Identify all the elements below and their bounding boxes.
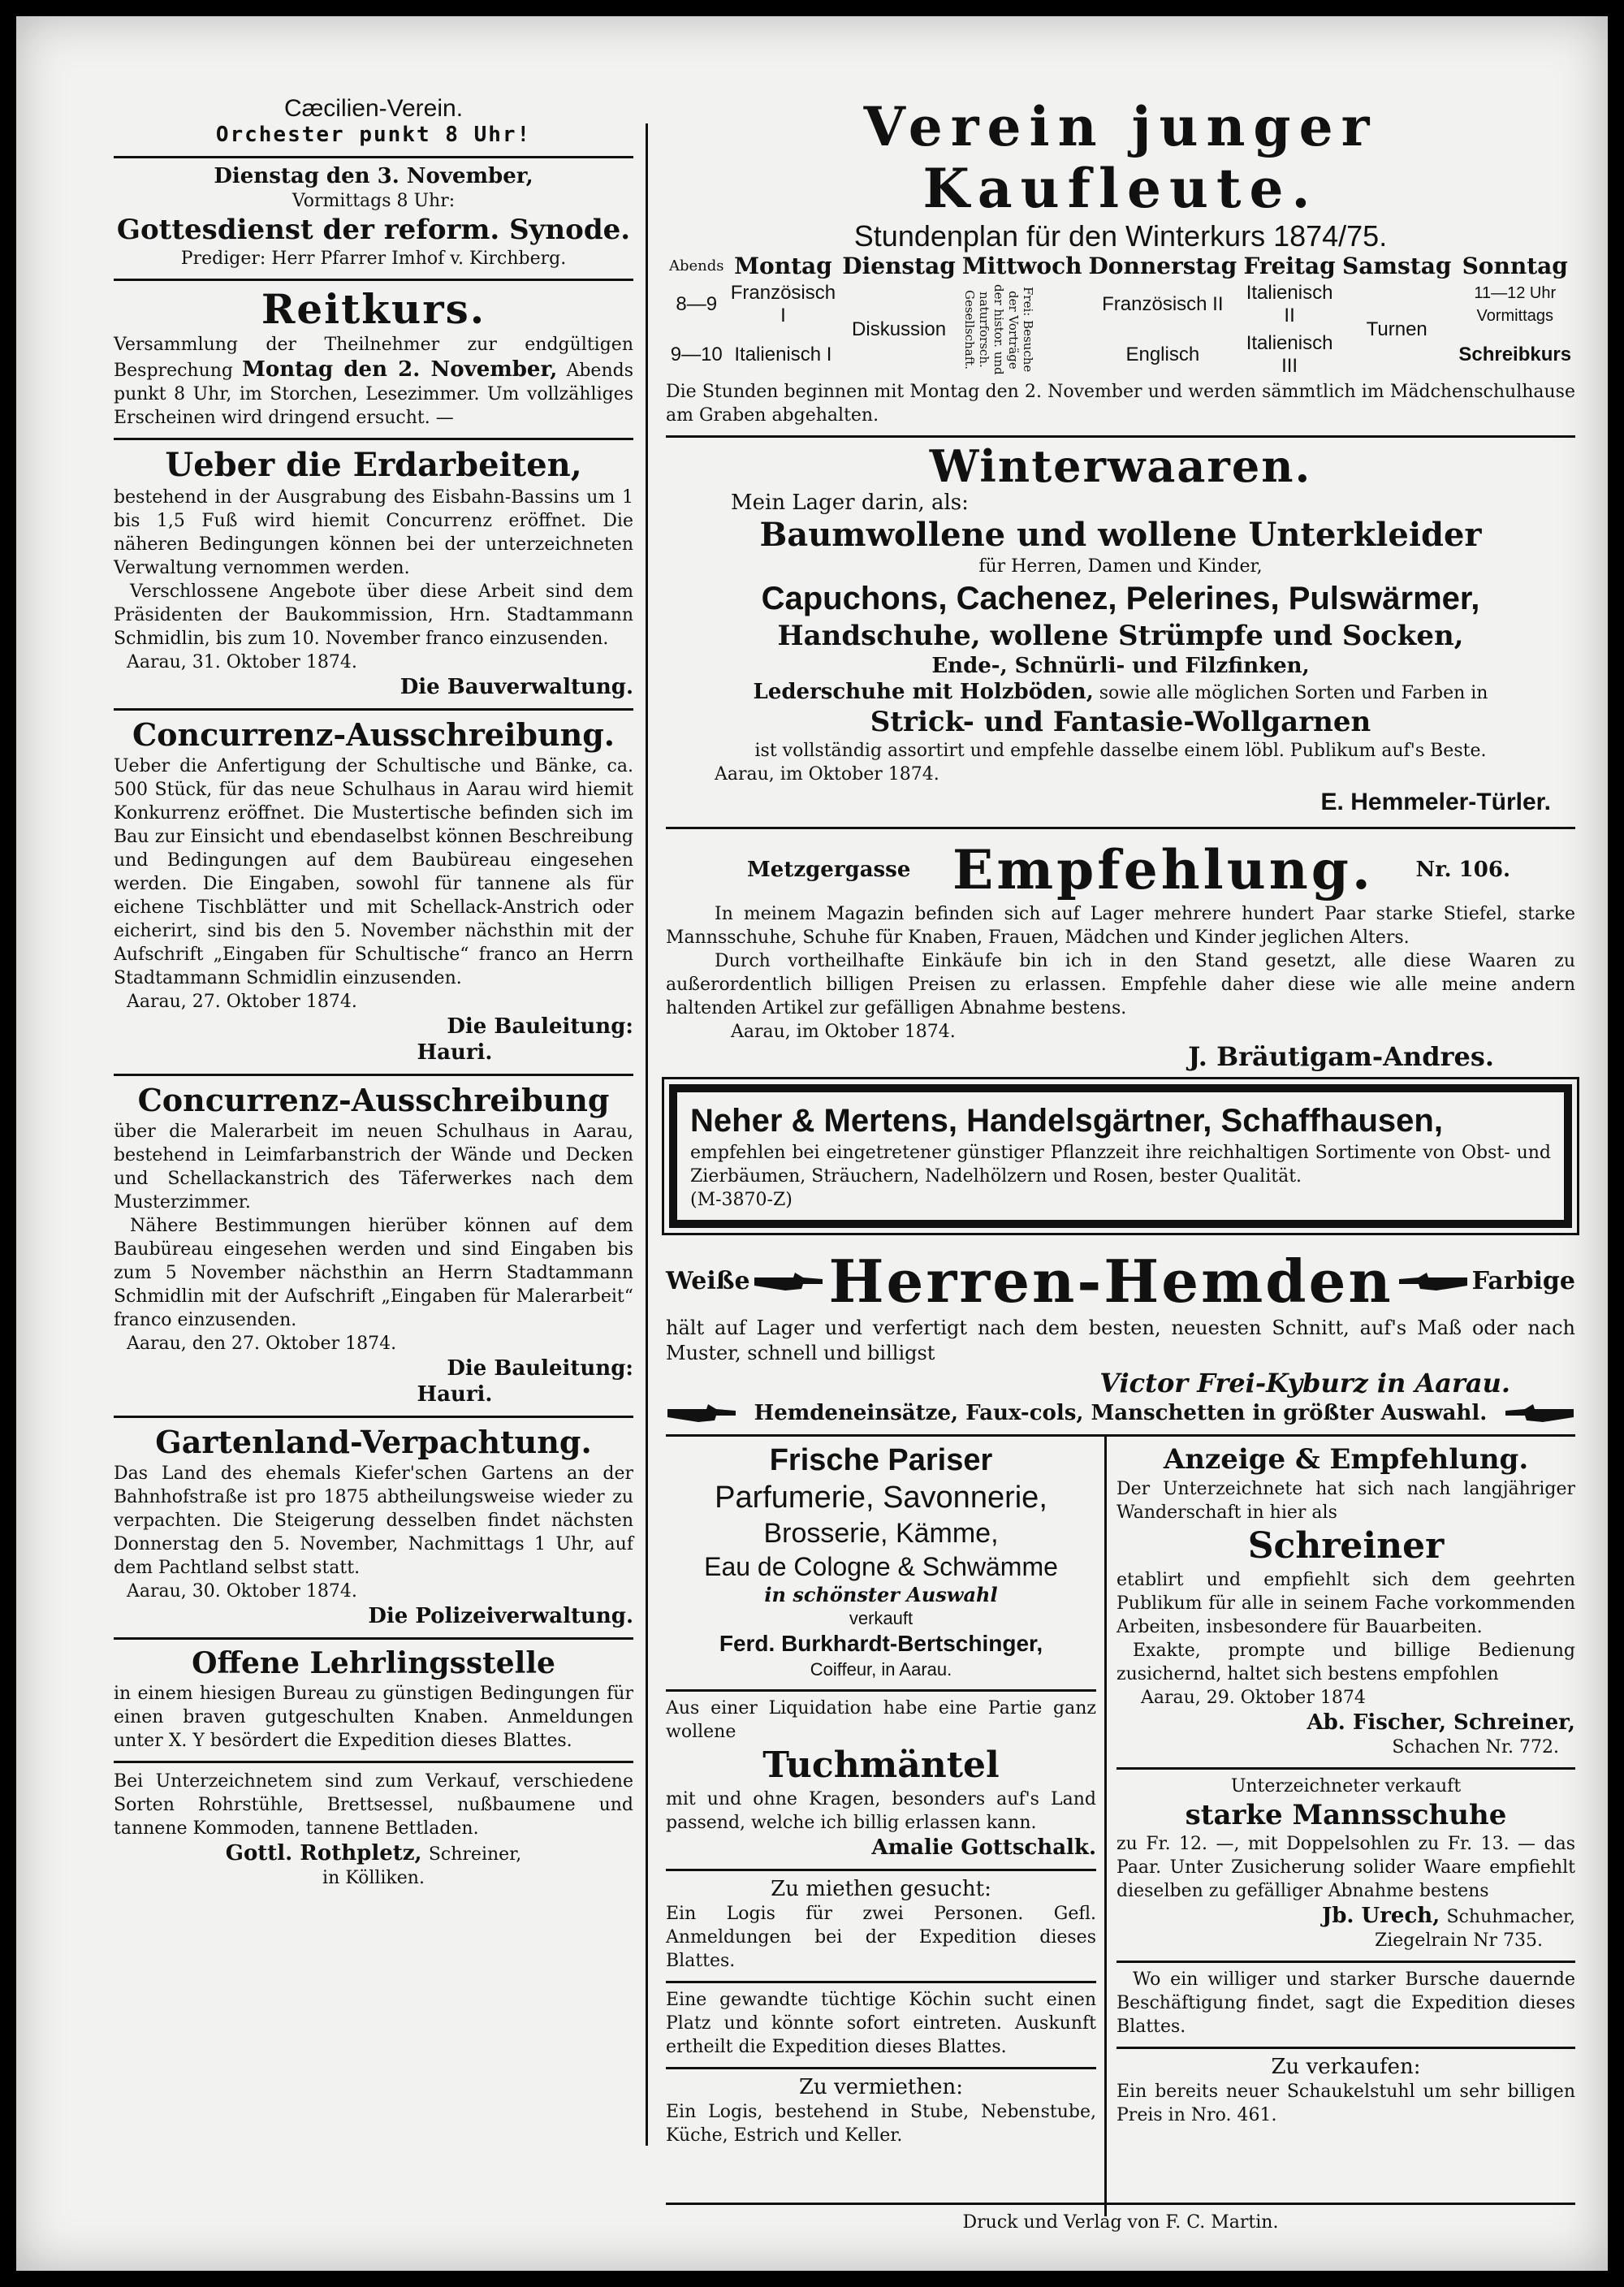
ad-verein-kaufleute	[666, 91, 1575, 438]
ad-herren-hemden	[666, 1243, 1575, 1437]
slot-9-10: 9—10	[670, 344, 723, 365]
koechin-p1: Eine gewandte tüchtige Köchin sucht einen Platz und könnte sofort eintreten. Auskunft ertheilt die Expedition dieses Blattes.	[666, 1990, 1096, 2057]
erdarbeiten-sig: Die Bauverwaltung.	[400, 675, 633, 699]
concurrenz2-sig1: Die Bauleitung:	[447, 1356, 633, 1381]
neher-p1: empfehlen bei eingetretener günstiger Pflanzzeit ihre reichhaltigen Sortimente von Obst- und Zierbäumen, Sträuchern, Nadelhölzern und Rosen, bester Qualität.	[690, 1143, 1551, 1187]
slot-8-9: 8—9	[676, 293, 718, 315]
rothpletz-place: in Kölliken.	[322, 1868, 425, 1888]
cell-mo1: Französisch I	[730, 282, 836, 326]
empfehlung-p2: Durch vortheilhafte Einkäufe bin ich in den Stand gesetzt, alle diese Waaren zu außerordentlich billigen Preisen zu erlassen. Empfehle daher diese wie alle meine andern haltenden Artikel zur gefälligen Abnahme bestens.	[666, 951, 1575, 1018]
mannsschuhe-p0: Unterzeichneter verkauft	[1230, 1776, 1462, 1796]
pariser-l2: Parfumerie, Savonnerie,	[715, 1481, 1047, 1515]
winter-sig: E. Hemmeler-Türler.	[1320, 789, 1551, 815]
pariser-l7: Ferd. Burkhardt-Bertschinger,	[719, 1631, 1043, 1656]
day-sonntag: Sonntag	[1462, 253, 1568, 279]
cell-do2: Englisch	[1125, 344, 1200, 365]
schedule-abends: Abends	[669, 257, 724, 275]
empfehlung-right: Nr. 106.	[1415, 858, 1510, 882]
pariser-l5: in schönster Auswahl	[764, 1583, 998, 1606]
column-divider	[646, 123, 648, 2146]
verein-subtitle: Stundenplan für den Winterkurs 1874/75.	[853, 219, 1388, 253]
empfehlung-date: Aarau, im Oktober 1874.	[731, 1022, 956, 1042]
pointing-hand-right-icon	[753, 1269, 826, 1294]
tuch-title: Tuchmäntel	[762, 1744, 1000, 1786]
concurrenz1-sig1: Die Bauleitung:	[447, 1014, 633, 1039]
gartenland-title: Gartenland-Verpachtung.	[155, 1424, 592, 1460]
mannsschuhe-title: starke Mannsschuhe	[1185, 1799, 1507, 1831]
ad-schreiner	[1116, 1437, 1575, 1770]
mannsschuhe-sig: Jb. Urech,	[1321, 1904, 1440, 1928]
pariser-l8: Coiffeur, in Aarau.	[810, 1659, 952, 1680]
cell-fr2: Italienisch III	[1246, 332, 1333, 377]
day-donnerstag: Donnerstag	[1088, 253, 1237, 279]
concurrenz2-title: Concurrenz-Ausschreibung	[137, 1082, 610, 1118]
ad-vermiethen	[666, 2069, 1096, 2147]
page-content	[114, 91, 1575, 2233]
verkaufen-title: Zu verkaufen:	[1271, 2055, 1421, 2079]
ad-concurrenz-1	[114, 711, 633, 1076]
schreiner-date: Aarau, 29. Oktober 1874	[1141, 1688, 1366, 1708]
reitkurs-bold: Montag den 2. November,	[242, 357, 558, 382]
tuch-sig: Amalie Gottschalk.	[871, 1835, 1096, 1860]
ad-koechin	[666, 1983, 1096, 2069]
ad-mannsschuhe	[1116, 1770, 1575, 1963]
tuch-p1: Aus einer Liquidation habe eine Partie ganz wollene	[666, 1698, 1096, 1742]
vermiethen-title: Zu vermiethen:	[798, 2075, 964, 2099]
day-mittwoch: Mittwoch	[961, 253, 1082, 279]
reitkurs-title: Reitkurs.	[261, 285, 486, 333]
erdarbeiten-p1: bestehend in der Ausgrabung des Eisbahn-Bassins um 1 bis 1,5 Fuß wird hiemit Concurrenz eröffnet. Die näheren Bedingungen können bei der unterzeichneten Verwaltung vernommen werden.	[114, 487, 633, 578]
miethen-title: Zu miethen gesucht:	[771, 1877, 991, 1901]
gartenland-p1: Das Land des ehemals Kiefer'schen Gartens an der Bahnhofstraße ist pro 1875 abtheilungsweise wieder zu verpachten. Die Steigerung desselben findet nächsten Donnerstag den 5. November, Nachmittags 1 Uhr, auf dem Pachtland selbst statt.	[114, 1463, 633, 1578]
ad-concurrenz-2	[114, 1076, 633, 1418]
erdarbeiten-p2: Verschlossene Angebote über diese Arbeit sind dem Präsidenten der Baukommission, Hrn. Stadtammann Schmidlin, bis zum 10. November franco einzusenden.	[114, 581, 633, 649]
ad-miethen	[666, 1871, 1096, 1983]
winter-l6b: sowie alle möglichen Sorten und Farben in	[1093, 683, 1488, 703]
verkaufen-p1: Ein bereits neuer Schaukelstuhl um sehr billigen Preis in Nro. 461.	[1116, 2082, 1575, 2125]
cell-mi-vertical: Frei: Besuche der Vorträge der histor. und naturforsch. Gesellschaft.	[961, 284, 1035, 375]
rothpletz-sig2: Schreiner,	[428, 1844, 522, 1865]
schreiner-title: Anzeige & Empfehlung.	[1163, 1443, 1529, 1476]
neher-code: (M-3870-Z)	[690, 1190, 793, 1210]
ad-erdarbeiten	[114, 440, 633, 711]
concurrenz2-date: Aarau, den 27. Oktober 1874.	[127, 1334, 397, 1354]
gottesdienst-title: Gottesdienst der reform. Synode.	[116, 214, 631, 246]
bursche-p1: Wo ein williger und starker Bursche dauernde Beschäftigung findet, sagt die Expedition dieses Blattes.	[1116, 1969, 1575, 2037]
ad-reitkurs	[114, 281, 633, 440]
schreiner-big: Schreiner	[1247, 1525, 1445, 1567]
ad-gartenland	[114, 1418, 633, 1640]
winter-l4: Handschuhe, wollene Strümpfe und Socken,	[777, 620, 1464, 652]
hemden-title: Herren-Hemden	[828, 1247, 1393, 1316]
concurrenz2-p1: über die Malerarbeit im neuen Schulhaus in Aarau, bestehend in Leimfarbanstrich der Wände und Decken und Schellackanstrich des Täferwerkes nach dem Musterzimmer.	[114, 1122, 633, 1213]
winter-l1: Baumwollene und wollene Unterkleider	[759, 516, 1482, 554]
empfehlung-p1: In meinem Magazin befinden sich auf Lager mehrere hundert Paar starke Stiefel, starke Mannsschuhe, Schuhe für Knaben, Frauen, Mädchen und Kinder jeglichen Alters.	[666, 904, 1575, 948]
day-freitag: Freitag	[1243, 253, 1336, 279]
concurrenz2-sig2: Hauri.	[417, 1382, 493, 1407]
schreiner-p3: Exakte, prompte und billige Bedienung zusichernd, haltet sich bestens empfohlen	[1116, 1641, 1575, 1684]
footer-imprint: Druck und Verlag von F. C. Martin.	[962, 2212, 1279, 2233]
cell-so2: Schreibkurs	[1458, 344, 1572, 365]
gottesdienst-date: Dienstag den 3. November,	[214, 164, 533, 188]
cell-mo2: Italienisch I	[734, 344, 832, 365]
pariser-l4: Eau de Cologne & Schwämme	[704, 1552, 1058, 1581]
verein-title: Verein junger Kaufleute.	[863, 95, 1378, 220]
neher-title: Neher & Mertens, Handelsgärtner, Schaffhausen,	[690, 1103, 1443, 1139]
empfehlung-left: Metzgergasse	[747, 858, 911, 882]
ad-bursche	[1116, 1963, 1575, 2049]
pointing-hand-right-icon	[666, 1401, 739, 1425]
cell-fr1: Italienisch II	[1246, 282, 1333, 326]
winter-l6a: Lederschuhe mit Holzböden,	[753, 680, 1094, 704]
concurrenz1-sig2: Hauri.	[417, 1040, 493, 1065]
concurrenz1-date: Aarau, 27. Oktober 1874.	[127, 992, 357, 1012]
winter-l3: Capuchons, Cachenez, Pelerines, Pulswärmer,	[761, 581, 1480, 616]
erdarbeiten-date: Aarau, 31. Oktober 1874.	[127, 652, 357, 672]
tuch-p2: mit und ohne Kragen, besonders auf's Land passend, welche ich billig erlassen kann.	[666, 1789, 1096, 1833]
ad-empfehlung	[666, 829, 1575, 1070]
right-subcolumn	[1116, 1437, 1575, 2127]
winter-l5: Ende-, Schnürli- und Filzfinken,	[931, 654, 1310, 678]
pointing-hand-left-icon	[1502, 1401, 1575, 1425]
schedule-table	[666, 253, 1575, 380]
left-subcolumn	[666, 1437, 1096, 2147]
cell-do1: Französisch II	[1102, 293, 1224, 315]
caecilien-title: Cæcilien-Verein.	[283, 95, 464, 122]
hemden-p1: hält auf Lager und verfertigt nach dem besten, neuesten Schnitt, auf's Maß oder nach Muster, schnell und billigst	[666, 1316, 1575, 1364]
hemden-right: Farbige	[1471, 1267, 1575, 1295]
ad-tuchmaentel	[666, 1692, 1096, 1871]
sub-column-divider	[1104, 1437, 1107, 2216]
gottesdienst-time: Vormittags 8 Uhr:	[292, 191, 456, 211]
pointing-hand-left-icon	[1396, 1269, 1469, 1294]
winter-title: Winterwaaren.	[929, 440, 1312, 492]
ad-caecilien	[114, 91, 633, 158]
schreiner-sig: Ab. Fischer, Schreiner,	[1307, 1710, 1575, 1735]
empfehlung-sig: J. Bräutigam-Andres.	[1188, 1041, 1494, 1072]
miethen-p1: Ein Logis für zwei Personen. Gefl. Anmeldungen bei der Expedition dieses Blattes.	[666, 1904, 1096, 1971]
rothpletz-p1: Bei Unterzeichnetem sind zum Verkauf, verschiedene Sorten Rohrstühle, Brettsessel, nußbaumene und tannene Kommoden, tannene Bettladen.	[114, 1771, 633, 1839]
lehrling-p1: in einem hiesigen Bureau zu günstigen Bedingungen für einen braven gutgeschulten Knaben. Anmeldungen unter X. Y besördert die Expedition dieses Blattes.	[114, 1684, 633, 1751]
reitkurs-text2: Abends punkt 8 Uhr, im Storchen, Lesezimmer. Um vollzähliges Erscheinen wird dringend ersucht. —	[114, 361, 633, 428]
mannsschuhe-addr: Ziegelrain Nr 735.	[1374, 1930, 1543, 1951]
vermiethen-p1: Ein Logis, bestehend in Stube, Nebenstube, Küche, Estrich und Keller.	[666, 2102, 1096, 2146]
ad-rothpletz	[114, 1763, 633, 1890]
lehrling-title: Offene Lehrlingsstelle	[192, 1646, 555, 1680]
lower-split	[666, 1437, 1575, 2216]
pariser-l3: Brosserie, Kämme,	[763, 1518, 999, 1549]
pariser-l1: Frische Pariser	[769, 1443, 993, 1477]
reitkurs-text1: Versammlung der Theilnehmer zur endgültigen Besprechung	[114, 335, 633, 381]
gottesdienst-preacher: Prediger: Herr Pfarrer Imhof v. Kirchberg.	[180, 249, 567, 269]
left-column	[114, 91, 633, 1890]
winter-l8: ist vollständig assortirt und empfehle dasselbe einem löbl. Publikum auf's Beste.	[754, 741, 1487, 761]
schreiner-addr: Schachen Nr. 772.	[1392, 1737, 1559, 1757]
caecilien-line: Orchester punkt 8 Uhr!	[215, 123, 532, 147]
day-dienstag: Dienstag	[842, 253, 956, 279]
empfehlung-title: Empfehlung.	[952, 838, 1374, 901]
ad-pariser	[666, 1437, 1096, 1692]
concurrenz1-title: Concurrenz-Ausschreibung.	[132, 716, 615, 753]
winter-l2: für Herren, Damen und Kinder,	[978, 556, 1263, 577]
ad-lehrling	[114, 1640, 633, 1763]
verein-note: Die Stunden beginnen mit Montag den 2. November und werden sämmtlich im Mädchenschulhause am Graben abgehalten.	[666, 382, 1575, 426]
hemden-sig: Victor Frei-Kyburz in Aarau.	[1099, 1368, 1510, 1399]
day-montag: Montag	[734, 253, 832, 279]
ad-winterwaaren	[666, 438, 1575, 829]
winter-intro: Mein Lager darin, als:	[731, 491, 969, 515]
footer-rule	[666, 2203, 1575, 2205]
mannsschuhe-sig2: Schuhmacher,	[1446, 1907, 1575, 1927]
winter-date: Aarau, im Oktober 1874.	[715, 764, 939, 785]
cell-di1: Diskussion	[852, 318, 947, 340]
right-column	[666, 91, 1575, 2216]
ad-verkaufen	[1116, 2049, 1575, 2127]
ad-neher-mertens	[669, 1084, 1572, 1228]
schreiner-p2: etablirt und empfiehlt sich dem geehrten Publikum für alle in seinem Fache vorkommenden Arbeiten, insbesondere für Bauarbeiten.	[1116, 1570, 1575, 1637]
hemden-p2: Hemdeneinsätze, Faux-cols, Manschetten in größter Auswahl.	[754, 1401, 1488, 1425]
gartenland-date: Aarau, 30. Oktober 1874.	[127, 1581, 357, 1602]
cell-so1: 11—12 Uhr Vormittags	[1474, 284, 1557, 325]
hemden-left: Weiße	[666, 1267, 750, 1295]
concurrenz1-p1: Ueber die Anfertigung der Schultische und Bänke, ca. 500 Stück, für das neue Schulhaus in Aarau wird hiemit Konkurrenz eröffnet. Die Mustertische befinden sich im Bau zur Einsicht und ebendaselbst können Beschreibung und Bedingungen auf dem Baubüreau eingesehen werden. Die Eingaben, sowohl für tannene als für eichene Tischblätter und mit Schellack-Anstrich oder eicherirt, sind bis den 5. November nächsthin mit der Aufschrift „Eingaben für Schultische“ franco an Herrn Stadtammann Schmidlin einzusenden.	[114, 756, 633, 988]
gartenland-sig: Die Polizeiverwaltung.	[368, 1604, 633, 1628]
ad-gottesdienst	[114, 158, 633, 281]
rothpletz-sig: Gottl. Rothpletz,	[225, 1841, 422, 1865]
pariser-l6: verkauft	[849, 1608, 914, 1628]
cell-sa1: Turnen	[1366, 318, 1427, 340]
day-samstag: Samstag	[1342, 253, 1452, 279]
mannsschuhe-p1: zu Fr. 12. —, mit Doppelsohlen zu Fr. 13. — das Paar. Unter Zusicherung solider Waare empfiehlt dieselben zu gefälliger Abnahme bestens	[1116, 1834, 1575, 1901]
concurrenz2-p2: Nähere Bestimmungen hierüber können auf dem Baubüreau eingesehen werden und sind Eingaben bis zum 5 November nächsthin an Herrn Stadtammann Schmidlin mit der Aufschrift „Eingaben für Malerarbeit“ franco einzusenden.	[114, 1216, 633, 1330]
schreiner-p1: Der Unterzeichnete hat sich nach langjähriger Wanderschaft in hier als	[1116, 1479, 1575, 1523]
winter-l7: Strick- und Fantasie-Wollgarnen	[870, 706, 1371, 738]
erdarbeiten-title: Ueber die Erdarbeiten,	[165, 446, 582, 484]
newspaper-page	[16, 16, 1608, 2271]
